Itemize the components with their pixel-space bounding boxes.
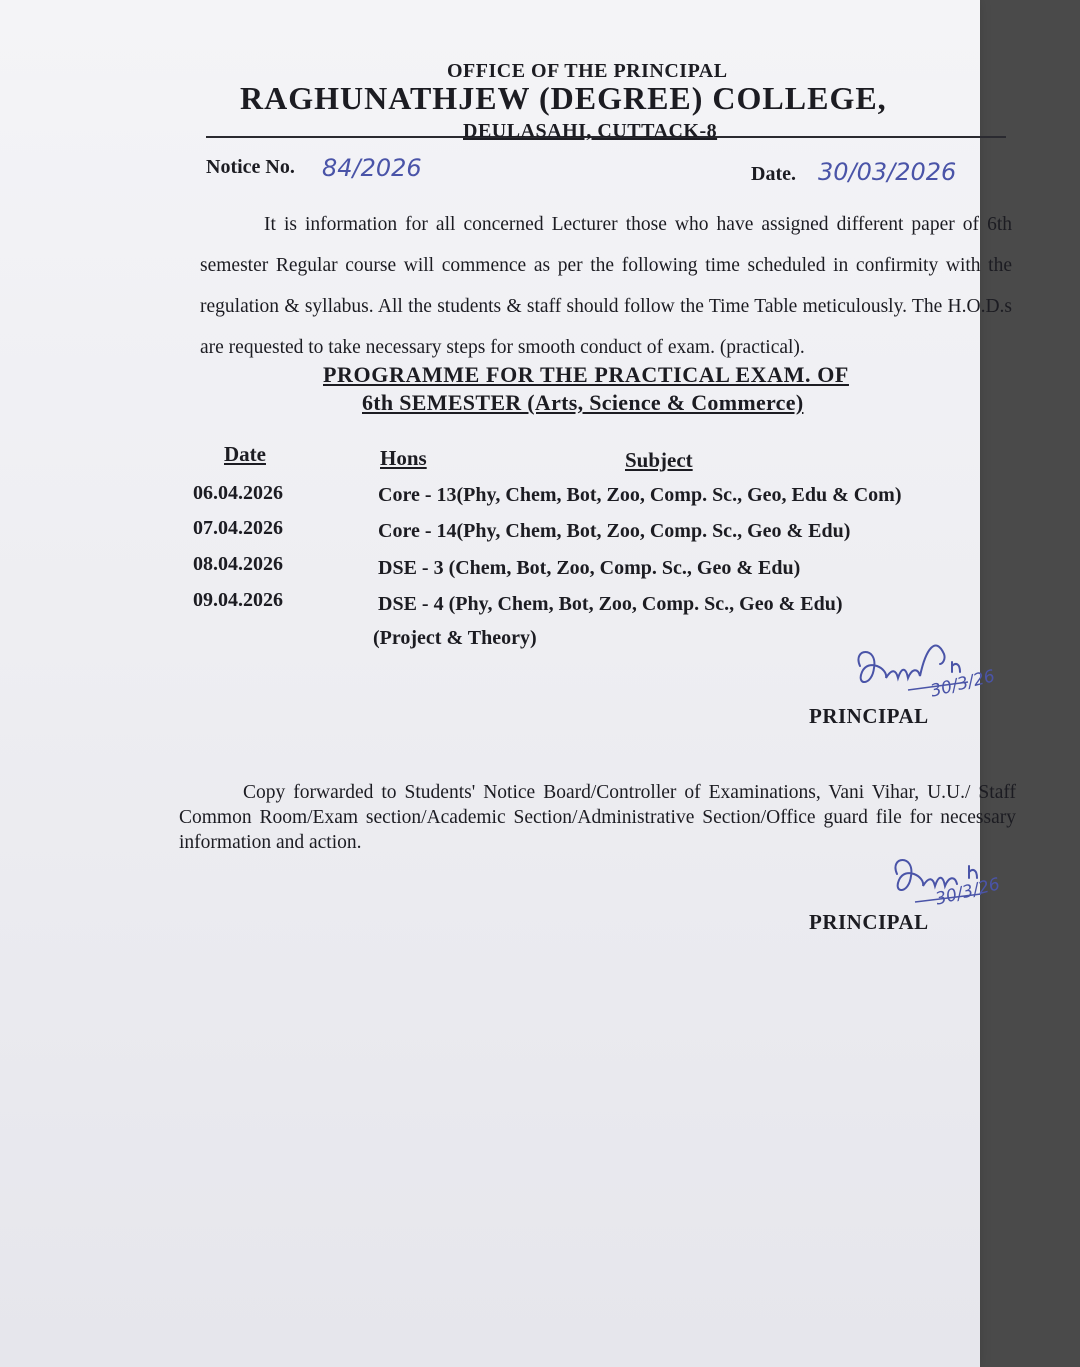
programme-title-line1: PROGRAMME FOR THE PRACTICAL EXAM. OF [323,362,849,387]
table-row-subject: Core - 13(Phy, Chem, Bot, Zoo, Comp. Sc., Geo, Edu & Com) [378,484,902,506]
notice-date-label: Date. [751,163,796,185]
principal-title-2: PRINCIPAL [809,910,929,934]
table-row-date: 06.04.2026 [193,482,283,504]
college-name: RAGHUNATHJEW (DEGREE) COLLEGE, [240,80,887,116]
signature-1-date: 30/3/26 [928,666,997,702]
notice-date-value: 30/03/2026 [818,158,957,186]
table-header-hons: Hons [380,446,427,470]
principal-title-1: PRINCIPAL [809,704,929,728]
principal-signature-2 [885,836,1045,916]
table-header-subject: Subject [625,448,693,472]
copy-forward-text: Copy forwarded to Students' Notice Board/Controller of Examinations, Vani Vihar, U.U./ Staff Common Room/Exam section/Academic Section/Administrative Section/Office guard file for necessary information and action. [179,782,1016,853]
table-row-subject: Core - 14(Phy, Chem, Bot, Zoo, Comp. Sc., Geo & Edu) [378,520,851,542]
body-text: It is information for all concerned Lecturer those who have assigned different paper of 6th semester Regular course will commence as per the following time scheduled in confirmity with the regulation & syllabus. All the students & staff should follow the Time Table meticulously. The H.O.D.s are requested to take necessary steps for smooth conduct of exam. (practical). [200,214,1012,358]
programme-title-line2: 6th SEMESTER (Arts, Science & Commerce) [362,390,804,415]
table-row-subject: DSE - 4 (Phy, Chem, Bot, Zoo, Comp. Sc., Geo & Edu) [378,593,843,615]
table-row-date: 09.04.2026 [193,589,283,611]
table-row-date: 08.04.2026 [193,553,283,575]
college-address: DEULASAHI, CUTTACK-8 [463,120,718,142]
table-header-date: Date [224,442,266,466]
table-note: (Project & Theory) [373,627,537,649]
signature-2-date: 30/3/26 [933,874,1002,910]
notice-number-value: 84/2026 [322,154,422,182]
office-line: OFFICE OF THE PRINCIPAL [447,60,728,82]
table-row-date: 07.04.2026 [193,517,283,539]
table-row-subject: DSE - 3 (Chem, Bot, Zoo, Comp. Sc., Geo & Edu) [378,557,801,579]
body-paragraph [200,204,1012,368]
notice-number-label: Notice No. [206,156,295,178]
